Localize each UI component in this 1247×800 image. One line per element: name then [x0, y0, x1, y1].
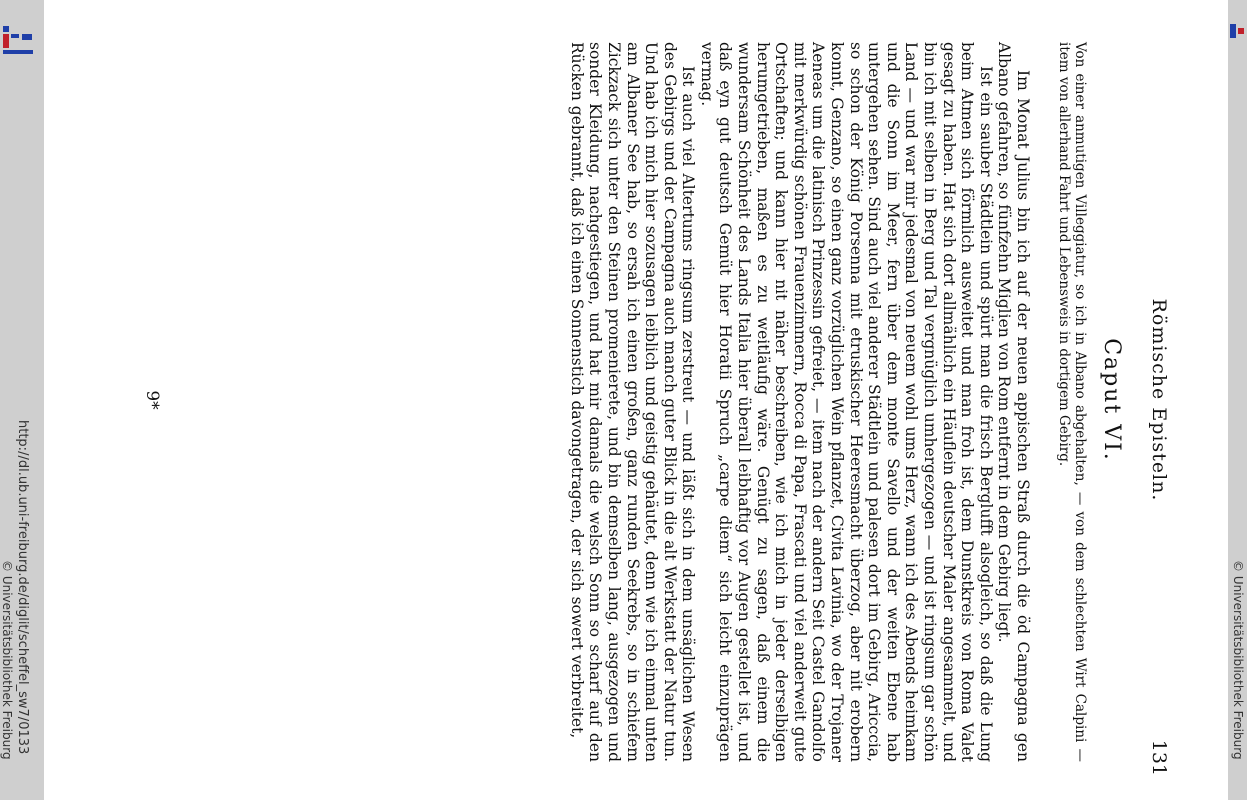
page-header: [1140, 24, 1170, 776]
chapter-summary: Von einer anmutigen Villeggiatur, so ich in Albano abgehalten, — von dem schlechten Wirt Calpini — item von allerhand Fahrt und Lebensweis in dortigem Gebirg.: [1056, 42, 1088, 762]
scanned-page: [44, 0, 1228, 800]
page-content: [44, 0, 1228, 800]
copyright-text-right: © Universitätsbibliothek Freiburg: [1231, 560, 1245, 760]
source-url[interactable]: http://dl.ub.uni-freiburg.de/diglit/scheffel_sw7/0133: [15, 420, 30, 755]
paragraph: Ist auch viel Altertums ringsum zerstreut — und läßt sich in dem unsäglichen Wesen des Gebirgs und der Campagna auch manch guter Blick in die alt Werkstatt der Natur tun. Und hab ich mich hier sozusagen leiblich und geistig gehäutet, denn wie ich einmal unten am Albaner See hab, so ersah ich einen großen, ganz runden Seekrebs, so in schiefem Zickzack sich unter den Steinen promenierete, und bin demselben lang, ausgezogen und sonder Kleidung, nachgestiegen, und hat mir damals die welsch Sonn so scharf auf den Rücken gebrannt, daß ich einen Sonnenstich davongetragen, der sich sowert verbreitet,: [567, 42, 698, 762]
running-title: Römische Episteln.: [1148, 298, 1170, 502]
paragraph: Im Monat Julius bin ich auf der neuen appischen Straß durch die öd Campagna gen Albano gefahren, so fünfzehn Miglien von Rom entfernt in dem Gebirg liegt.: [995, 42, 1032, 762]
page-number: 131: [1148, 739, 1170, 776]
right-copyright-strip: [1228, 0, 1247, 800]
copyright-text: © Universitätsbibliothek Freiburg: [0, 560, 14, 760]
body-text: [567, 42, 1032, 762]
url-strip: [0, 0, 44, 800]
chapter-title: Caput VI.: [1099, 338, 1124, 462]
paragraph: Ist ein sauber Städtlein und spürt man die frisch Berglufft alsogleich, so daß die Lung beim Atmen sich förmlich ausweitet und man froh ist, dem Dunstkreis von Roma Valet gesagt zu haben. Hat sich dort allmählich ein Häuflein deutscher Maler angesammelt, und bin ich mit selben in Berg und Tal vergnüglich umhergezogen — und ist ringsum gar schön Land — und war mir jedesmal von neuem wohl ums Herz, wann ich des Abends heimkam und die Sonn im Meer, fern über dem monte Savello und der weiten Ebene hab untergehen sehen. Sind auch viel anderer Städtlein und palesen dort im Gebirg, Aricccia, so schon der König Porsenna mit etruskischer Heeresmacht überzog, aber nit erobern konnt, Genzano, so einen ganz vorzüglichen Wein pflanzet, Civita Lavinia, wo der Trojaner Aeneas um die latinisch Prinzessin gefreiet, — item nach der andern Seit Castel Gandolfo mit merkwürdig schönen Frauenzimmern, Rocca di Papa, Frascati und viel anderweit gute Ortschaften; und kann hier nit näher beschreiben, wie ich mich in jeder derselbigen herumgetrieben, maßen es zu weitläufig wäre. Genügt zu sagen, daß einem die wundersam Schönheit des Lands Italia hier überall leibhaftig vor Augen gestellet ist, und daß eyn gut deutsch Gemüt hier Horatii Spruch „carpe diem“ sich leicht einzuprägen vermag.: [697, 42, 995, 762]
signature-mark: 9*: [142, 390, 162, 410]
